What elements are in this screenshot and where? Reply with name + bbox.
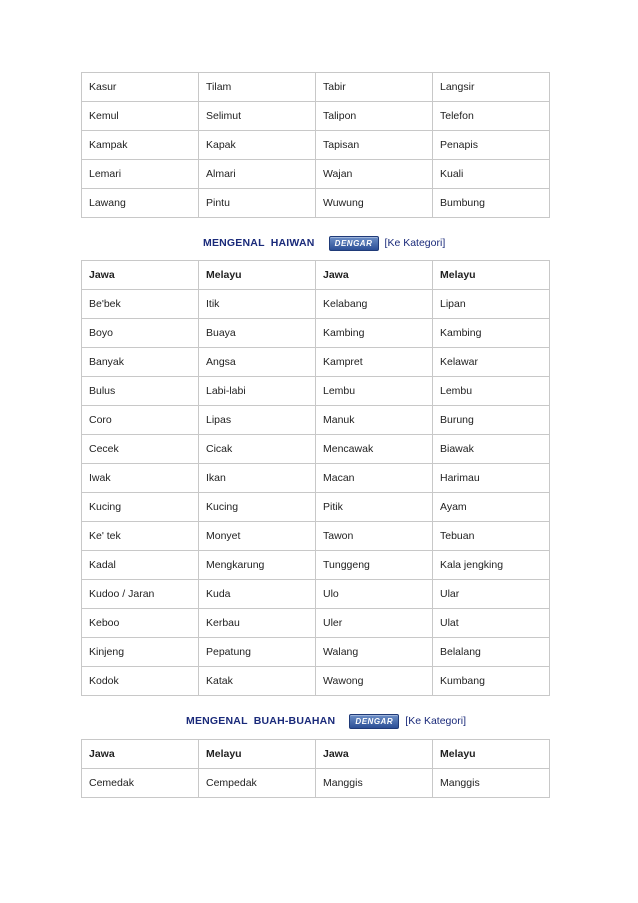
ke-kategori-text[interactable]: Ke Kategori [387, 237, 443, 249]
bracket-open: [ [405, 715, 409, 727]
bracket-close: ] [463, 715, 466, 727]
table-row [82, 638, 550, 667]
table-cell: Telefon [433, 102, 550, 131]
column-header: Melayu [199, 740, 316, 769]
table-cell: Ayam [433, 493, 550, 522]
table-buah-body [82, 740, 550, 798]
dengar-button-buah[interactable]: DENGAR [349, 714, 399, 729]
table-row [82, 493, 550, 522]
table-cell: Talipon [316, 102, 433, 131]
column-header: Melayu [433, 261, 550, 290]
table-cell: Burung [433, 406, 550, 435]
table-cell: Boyo [82, 319, 199, 348]
table-row [82, 667, 550, 696]
table-row [82, 73, 550, 102]
table-cell: Ulat [433, 609, 550, 638]
table-row [82, 189, 550, 218]
table-cell: Kadal [82, 551, 199, 580]
ke-kategori-text[interactable]: Ke Kategori [408, 715, 464, 727]
section-title-haiwan: MENGENAL HAIWAN [203, 237, 315, 249]
table-cell: Biawak [433, 435, 550, 464]
table-haiwan [81, 260, 550, 696]
table-perabot-body [82, 73, 550, 218]
table-row [82, 406, 550, 435]
table-cell: Kala jengking [433, 551, 550, 580]
table-cell: Cicak [199, 435, 316, 464]
table-cell: Kelabang [316, 290, 433, 319]
table-cell: Belalang [433, 638, 550, 667]
bracket-open: [ [384, 237, 388, 249]
table-cell: Kemul [82, 102, 199, 131]
table-cell: Iwak [82, 464, 199, 493]
table-haiwan-body [82, 261, 550, 696]
table-cell: Selimut [199, 102, 316, 131]
table-row [82, 435, 550, 464]
table-buah [81, 739, 550, 798]
table-row [82, 348, 550, 377]
table-cell: Cempedak [199, 769, 316, 798]
table-cell: Be'bek [82, 290, 199, 319]
table-cell: Ikan [199, 464, 316, 493]
table-cell: Penapis [433, 131, 550, 160]
table-cell: Uler [316, 609, 433, 638]
bracket-close: ] [442, 237, 446, 249]
table-cell: Kumbang [433, 667, 550, 696]
ke-kategori-link-haiwan[interactable] [385, 237, 446, 249]
column-header: Jawa [316, 740, 433, 769]
table-cell: Tebuan [433, 522, 550, 551]
column-header: Jawa [82, 740, 199, 769]
table-cell: Angsa [199, 348, 316, 377]
table-cell: Tabir [316, 73, 433, 102]
table-cell: Kelawar [433, 348, 550, 377]
table-cell: Bumbung [433, 189, 550, 218]
table-cell: Lembu [433, 377, 550, 406]
table-cell: Coro [82, 406, 199, 435]
table-cell: Katak [199, 667, 316, 696]
table-header-row [82, 740, 550, 769]
table-cell: Kinjeng [82, 638, 199, 667]
table-cell: Wuwung [316, 189, 433, 218]
section-heading-buah [186, 712, 466, 730]
table-cell: Monyet [199, 522, 316, 551]
table-row [82, 464, 550, 493]
table-cell: Macan [316, 464, 433, 493]
table-cell: Keboo [82, 609, 199, 638]
table-cell: Almari [199, 160, 316, 189]
table-cell: Wawong [316, 667, 433, 696]
column-header: Jawa [316, 261, 433, 290]
table-cell: Bulus [82, 377, 199, 406]
table-perabot [81, 72, 550, 218]
table-cell: Kambing [316, 319, 433, 348]
table-cell: Tunggeng [316, 551, 433, 580]
table-cell: Kasur [82, 73, 199, 102]
table-cell: Kampret [316, 348, 433, 377]
table-cell: Wajan [316, 160, 433, 189]
table-row [82, 609, 550, 638]
table-cell: Tapisan [316, 131, 433, 160]
table-cell: Manggis [316, 769, 433, 798]
table-row [82, 769, 550, 798]
table-cell: Manggis [433, 769, 550, 798]
table-row [82, 102, 550, 131]
table-cell: Kucing [199, 493, 316, 522]
table-cell: Cecek [82, 435, 199, 464]
table-cell: Lawang [82, 189, 199, 218]
table-row [82, 131, 550, 160]
table-cell: Labi-labi [199, 377, 316, 406]
table-cell: Pitik [316, 493, 433, 522]
table-cell: Ke' tek [82, 522, 199, 551]
dengar-button-haiwan[interactable]: DENGAR [329, 236, 379, 251]
table-row [82, 580, 550, 609]
table-cell: Itik [199, 290, 316, 319]
table-row [82, 522, 550, 551]
table-cell: Langsir [433, 73, 550, 102]
table-cell: Kodok [82, 667, 199, 696]
table-cell: Kampak [82, 131, 199, 160]
table-cell: Kambing [433, 319, 550, 348]
table-cell: Banyak [82, 348, 199, 377]
table-row [82, 551, 550, 580]
table-cell: Lembu [316, 377, 433, 406]
table-row [82, 160, 550, 189]
ke-kategori-link-buah[interactable] [405, 715, 466, 727]
table-row [82, 377, 550, 406]
table-cell: Kudoo / Jaran [82, 580, 199, 609]
section-heading-haiwan [203, 234, 445, 252]
table-cell: Mencawak [316, 435, 433, 464]
section-title-buah: MENGENAL BUAH-BUAHAN [186, 715, 336, 727]
table-cell: Lipan [433, 290, 550, 319]
table-cell: Kapak [199, 131, 316, 160]
table-cell: Tawon [316, 522, 433, 551]
column-header: Melayu [433, 740, 550, 769]
table-header-row [82, 261, 550, 290]
table-cell: Kuali [433, 160, 550, 189]
table-cell: Ulo [316, 580, 433, 609]
table-cell: Walang [316, 638, 433, 667]
table-cell: Kucing [82, 493, 199, 522]
table-cell: Kerbau [199, 609, 316, 638]
table-cell: Kuda [199, 580, 316, 609]
table-cell: Ular [433, 580, 550, 609]
table-cell: Manuk [316, 406, 433, 435]
table-cell: Lipas [199, 406, 316, 435]
table-cell: Lemari [82, 160, 199, 189]
table-cell: Buaya [199, 319, 316, 348]
table-cell: Tilam [199, 73, 316, 102]
column-header: Melayu [199, 261, 316, 290]
table-cell: Pepatung [199, 638, 316, 667]
table-cell: Mengkarung [199, 551, 316, 580]
table-row [82, 290, 550, 319]
table-cell: Pintu [199, 189, 316, 218]
table-cell: Cemedak [82, 769, 199, 798]
table-cell: Harimau [433, 464, 550, 493]
table-row [82, 319, 550, 348]
column-header: Jawa [82, 261, 199, 290]
